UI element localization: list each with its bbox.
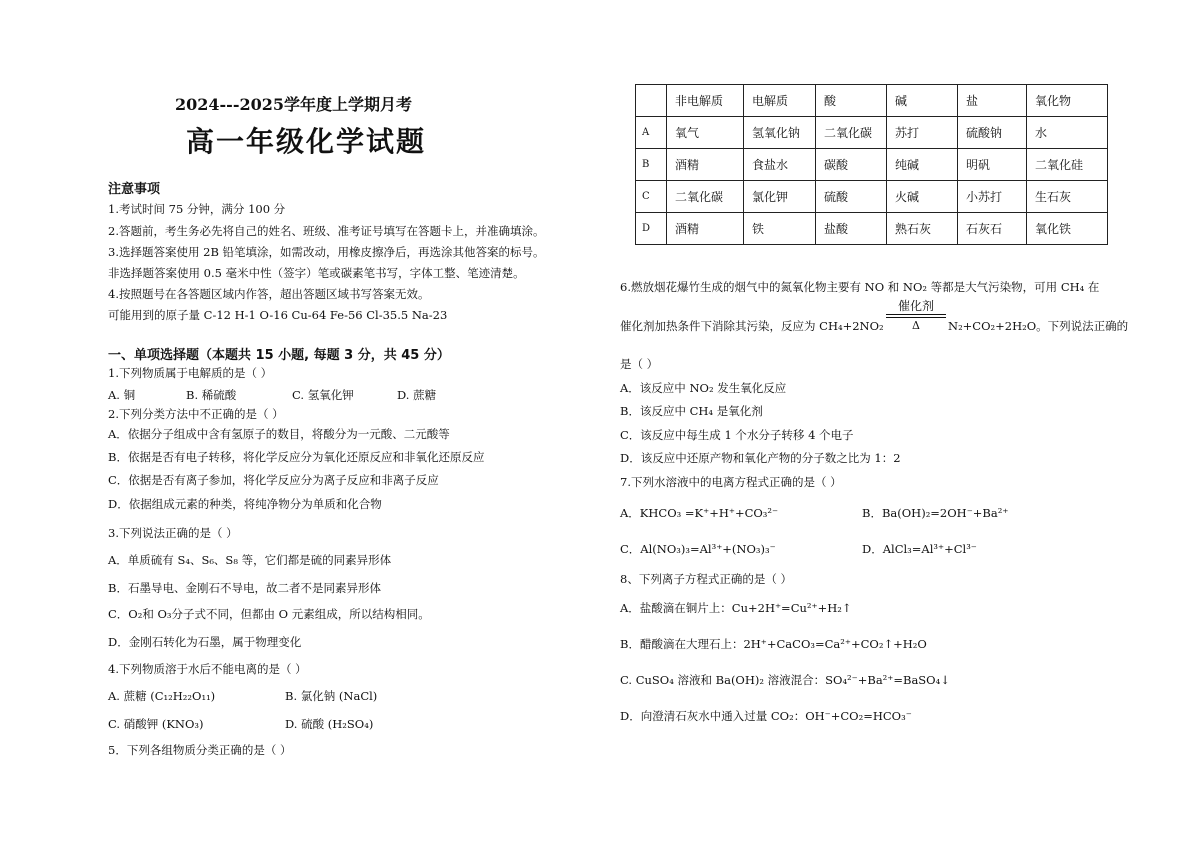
table-cell: 二氧化碳 bbox=[667, 181, 744, 213]
table-cell: 氧化铁 bbox=[1027, 213, 1108, 245]
table-cell: C bbox=[636, 181, 667, 213]
table-header-row bbox=[636, 85, 1108, 117]
table-header-cell: 盐 bbox=[958, 85, 1027, 117]
section-heading: 一、单项选择题（本题共 15 小题, 每题 3 分，共 45 分） bbox=[108, 348, 450, 363]
table-cell: 盐酸 bbox=[816, 213, 887, 245]
q7-option-a: A．KHCO₃ =K⁺+H⁺+CO₃²⁻ bbox=[620, 506, 779, 520]
q2-option-b: B．依据是否有电子转移，将化学反应分为氧化还原反应和非氧化还原反应 bbox=[108, 450, 485, 464]
q6-option-b: B．该反应中 CH₄ 是氧化剂 bbox=[620, 404, 763, 418]
table-row bbox=[636, 213, 1108, 245]
q4-option-b: B. 氯化钠 (NaCl) bbox=[285, 689, 378, 703]
q4-option-c: C. 硝酸钾 (KNO₃) bbox=[108, 717, 204, 731]
question-8-stem: 8、下列离子方程式正确的是（ ） bbox=[620, 572, 792, 586]
q8-option-c: C. CuSO₄ 溶液和 Ba(OH)₂ 溶液混合：SO₄²⁻+Ba²⁺=BaSO₄↓ bbox=[620, 673, 950, 687]
q8-option-a: A．盐酸滴在铜片上：Cu+2H⁺=Cu²⁺+H₂↑ bbox=[620, 601, 852, 615]
question-6-stem-line2a: 催化剂加热条件下消除其污染，反应为 CH₄+2NO₂ bbox=[620, 319, 884, 333]
q2-option-c: C．依据是否有离子参加，将化学反应分为离子反应和非离子反应 bbox=[108, 473, 439, 487]
q3-option-d: D．金刚石转化为石墨，属于物理变化 bbox=[108, 635, 302, 649]
exam-title: 高一年级化学试题 bbox=[186, 125, 427, 158]
table-header-cell: 碱 bbox=[887, 85, 958, 117]
question-1-stem: 1.下列物质属于电解质的是（ ） bbox=[108, 366, 273, 380]
table-cell: 二氧化硅 bbox=[1027, 149, 1108, 181]
note-line: 4.按照题号在各答题区域内作答，超出答题区域书写答案无效。 bbox=[108, 287, 430, 301]
table-cell: 酒精 bbox=[667, 149, 744, 181]
q1-option-b: B. 稀硫酸 bbox=[186, 388, 237, 402]
q6-option-d: D．该反应中还原产物和氧化产物的分子数之比为 1：2 bbox=[620, 451, 901, 465]
condition-catalyst: 催化剂 bbox=[897, 299, 934, 313]
atomic-mass-line: 可能用到的原子量 C-12 H-1 O-16 Cu-64 Fe-56 Cl-35.5 Na-23 bbox=[108, 308, 448, 322]
table-cell: B bbox=[636, 149, 667, 181]
table-row bbox=[636, 149, 1108, 181]
table-cell: 铁 bbox=[744, 213, 816, 245]
table-cell: 明矾 bbox=[958, 149, 1027, 181]
table-cell: 水 bbox=[1027, 117, 1108, 149]
table-header-cell: 酸 bbox=[816, 85, 887, 117]
table-cell: 硫酸 bbox=[816, 181, 887, 213]
table-header-cell: 电解质 bbox=[744, 85, 816, 117]
q7-option-c: C．Al(NO₃)₃=Al³⁺+(NO₃)₃⁻ bbox=[620, 542, 776, 556]
question-2-stem: 2.下列分类方法中不正确的是（ ） bbox=[108, 407, 284, 421]
question-5-stem: 5．下列各组物质分类正确的是（ ） bbox=[108, 743, 292, 757]
notes-heading: 注意事项 bbox=[108, 182, 161, 197]
table-cell: 食盐水 bbox=[744, 149, 816, 181]
q7-option-d: D．AlCl₃=Al³⁺+Cl³⁻ bbox=[862, 542, 977, 556]
table-cell: 氧气 bbox=[667, 117, 744, 149]
q4-option-d: D. 硫酸 (H₂SO₄) bbox=[285, 717, 374, 731]
q2-option-a: A．依据分子组成中含有氢原子的数目，将酸分为一元酸、二元酸等 bbox=[108, 427, 450, 441]
table-cell: D bbox=[636, 213, 667, 245]
table-cell: 氯化钾 bbox=[744, 181, 816, 213]
classification-table bbox=[635, 84, 1108, 245]
table-cell: 氢氧化钠 bbox=[744, 117, 816, 149]
q1-option-c: C. 氢氧化钾 bbox=[292, 388, 354, 402]
q3-option-c: C．O₂和 O₃分子式不同，但都由 O 元素组成，所以结构相同。 bbox=[108, 607, 430, 621]
table-header-cell bbox=[636, 85, 667, 117]
table-cell: 小苏打 bbox=[958, 181, 1027, 213]
table-cell: 纯碱 bbox=[887, 149, 958, 181]
q4-option-a: A. 蔗糖 (C₁₂H₂₂O₁₁) bbox=[108, 689, 216, 703]
note-line: 3.选择题答案使用 2B 铅笔填涂，如需改动，用橡皮擦净后，再选涂其他答案的标号。 bbox=[108, 245, 545, 259]
question-6-stem-line1: 6.燃放烟花爆竹生成的烟气中的氮氧化物主要有 NO 和 NO₂ 等都是大气污染物，可用 CH₄ 在 bbox=[620, 280, 1100, 294]
question-4-stem: 4.下列物质溶于水后不能电离的是（ ） bbox=[108, 662, 307, 676]
table-cell: A bbox=[636, 117, 667, 149]
table-header-cell: 非电解质 bbox=[667, 85, 744, 117]
table-cell: 碳酸 bbox=[816, 149, 887, 181]
table-header-cell: 氧化物 bbox=[1027, 85, 1108, 117]
q3-option-a: A．单质硫有 S₄、S₆、S₈ 等，它们都是硫的同素异形体 bbox=[108, 553, 392, 567]
table-cell: 火碱 bbox=[887, 181, 958, 213]
table-row bbox=[636, 117, 1108, 149]
q6-option-c: C．该反应中每生成 1 个水分子转移 4 个电子 bbox=[620, 428, 854, 442]
table-cell: 二氧化碳 bbox=[816, 117, 887, 149]
table-row bbox=[636, 181, 1108, 213]
table-cell: 酒精 bbox=[667, 213, 744, 245]
q8-option-b: B．醋酸滴在大理石上：2H⁺+CaCO₃=Ca²⁺+CO₂↑+H₂O bbox=[620, 637, 927, 651]
equals-sign-double-line bbox=[886, 314, 946, 318]
table-cell: 石灰石 bbox=[958, 213, 1027, 245]
q6-option-a: A．该反应中 NO₂ 发生氧化反应 bbox=[620, 381, 787, 395]
question-6-stem-line2b: N₂+CO₂+2H₂O。下列说法正确的 bbox=[948, 319, 1129, 333]
reaction-condition bbox=[886, 299, 946, 333]
table-cell: 苏打 bbox=[887, 117, 958, 149]
q3-option-b: B．石墨导电、金刚石不导电，故二者不是同素异形体 bbox=[108, 581, 381, 595]
condition-heat: Δ bbox=[912, 319, 920, 332]
question-6-stem-line3: 是（ ） bbox=[620, 357, 659, 371]
q8-option-d: D．向澄清石灰水中通入过量 CO₂：OH⁻+CO₂=HCO₃⁻ bbox=[620, 709, 912, 723]
q2-option-d: D．依据组成元素的种类，将纯净物分为单质和化合物 bbox=[108, 497, 382, 511]
note-line: 2.答题前，考生务必先将自己的姓名、班级、准考证号填写在答题卡上，并准确填涂。 bbox=[108, 224, 545, 238]
table-cell: 硫酸钠 bbox=[958, 117, 1027, 149]
exam-term: 2024---2025学年度上学期月考 bbox=[175, 95, 412, 114]
question-3-stem: 3.下列说法正确的是（ ） bbox=[108, 526, 238, 540]
q7-option-b: B．Ba(OH)₂=2OH⁻+Ba²⁺ bbox=[862, 506, 1009, 520]
question-7-stem: 7.下列水溶液中的电离方程式正确的是（ ） bbox=[620, 475, 842, 489]
table-cell: 熟石灰 bbox=[887, 213, 958, 245]
q1-option-d: D. 蔗糖 bbox=[397, 388, 437, 402]
note-line: 非选择题答案使用 0.5 毫米中性（签字）笔或碳素笔书写，字体工整、笔迹清楚。 bbox=[108, 266, 525, 280]
q1-option-a: A. 铜 bbox=[108, 388, 136, 402]
table-cell: 生石灰 bbox=[1027, 181, 1108, 213]
note-line: 1.考试时间 75 分钟，满分 100 分 bbox=[108, 202, 286, 216]
